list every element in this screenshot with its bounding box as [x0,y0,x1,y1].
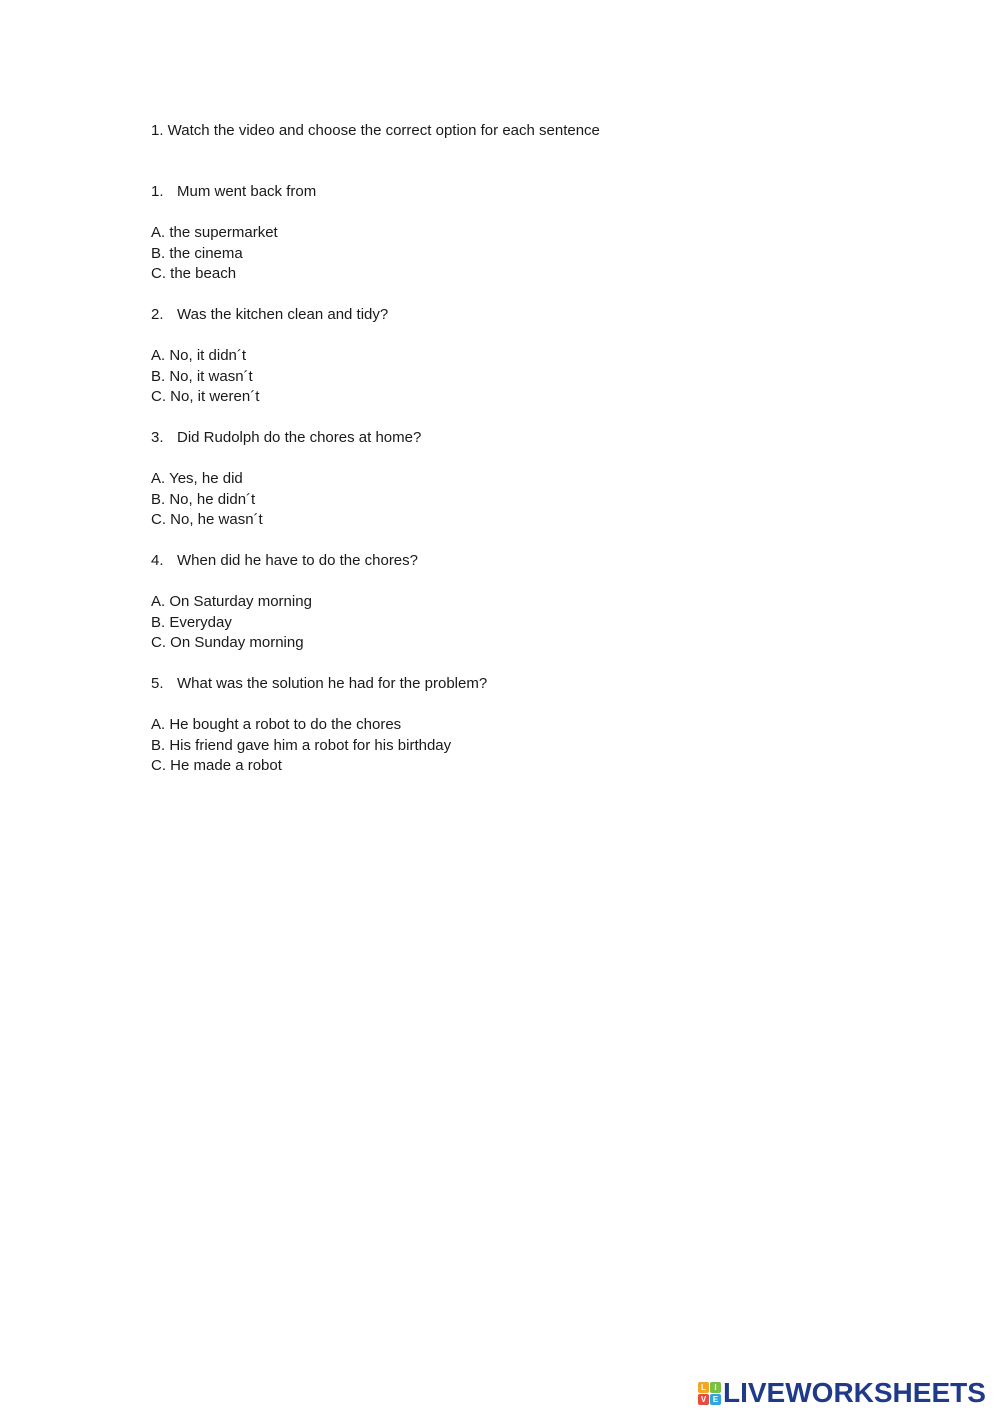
option-a[interactable]: A. the supermarket [151,224,278,241]
option-a[interactable]: A. He bought a robot to do the chores [151,716,402,733]
question-2 [151,305,388,325]
option-c[interactable]: C. the beach [151,265,237,282]
option-b[interactable]: B. Everyday [151,613,232,631]
option-c[interactable]: C. He made a robot [151,757,282,774]
option-c[interactable]: C. On Sunday morning [151,634,304,651]
liveworksheets-logo-icon [698,1382,721,1405]
logo-tile: L [698,1382,709,1393]
option-a[interactable]: A. On Saturday morning [151,593,312,610]
option-a[interactable]: A. Yes, he did [151,470,243,487]
question-4 [151,551,418,571]
question-text: When did he have to do the chores? [177,552,418,569]
question-3 [151,428,421,448]
option-a[interactable]: A. No, it didn´t [151,347,247,364]
option-c[interactable]: C. No, he wasn´t [151,511,263,528]
options-2 [151,346,259,408]
question-number: 4. [151,552,164,569]
question-text: What was the solution he had for the problem? [177,675,488,692]
question-text: Was the kitchen clean and tidy? [177,306,389,323]
option-b[interactable]: B. No, he didn´t [151,490,256,508]
question-1 [151,182,316,202]
question-number: 3. [151,429,164,446]
logo-tile: E [710,1394,721,1405]
question-5 [151,674,487,694]
option-b[interactable]: B. the cinema [151,244,243,262]
option-b[interactable]: B. No, it wasn´t [151,367,253,385]
option-b[interactable]: B. His friend gave him a robot for his birthday [151,736,452,754]
liveworksheets-logo [698,1378,986,1408]
logo-tile: V [698,1394,709,1405]
question-number: 5. [151,675,164,692]
options-3 [151,469,263,531]
instruction-text: 1. Watch the video and choose the correct option for each sentence [151,122,600,139]
logo-text: LIVEWORKSHEETS [723,1377,986,1408]
options-1 [151,223,278,285]
options-5 [151,715,451,777]
option-c[interactable]: C. No, it weren´t [151,388,260,405]
question-text: Mum went back from [177,183,317,200]
question-number: 1. [151,183,164,200]
options-4 [151,592,312,654]
question-number: 2. [151,306,164,323]
logo-tile: I [710,1382,721,1393]
question-text: Did Rudolph do the chores at home? [177,429,422,446]
